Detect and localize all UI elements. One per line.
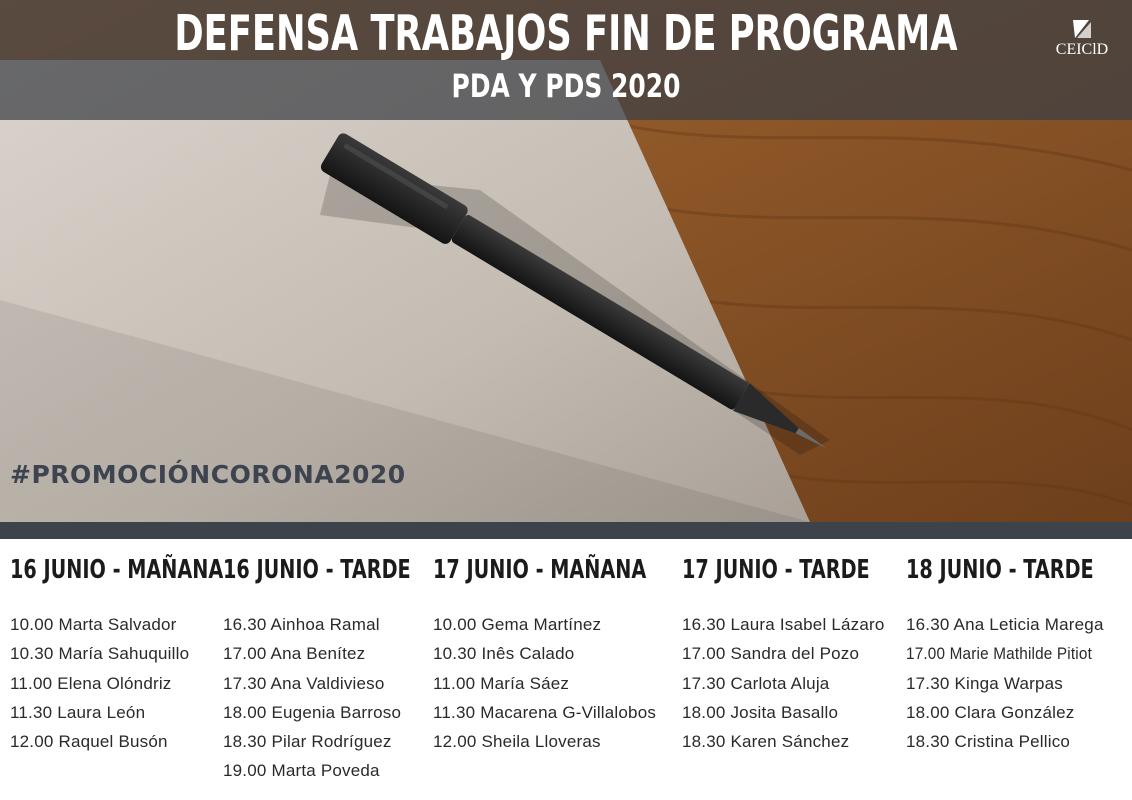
section-divider — [0, 522, 1132, 539]
schedule-entry: 18.30 Pilar Rodríguez — [223, 732, 392, 752]
schedule-entry: 17.00 Ana Benítez — [223, 644, 366, 664]
schedule-entry: 12.00 Raquel Busón — [10, 732, 168, 752]
schedule-entry: 11.00 María Sáez — [433, 673, 570, 693]
schedule-entry: 17.30 Kinga Warpas — [906, 673, 1064, 693]
schedule-entry: 17.00 Marie Mathilde Pitiot — [906, 644, 1093, 664]
ceicid-logo — [1046, 18, 1118, 66]
logo-mark-icon — [1071, 18, 1093, 40]
column-heading: 17 JUNIO - MAÑANA — [433, 555, 647, 585]
column-heading: 16 JUNIO - TARDE — [223, 555, 411, 585]
schedule-entry: 17.30 Ana Valdivieso — [223, 673, 385, 693]
schedule-entry: 17.30 Carlota Aluja — [682, 673, 830, 693]
schedule-entry: 18.00 Josita Basallo — [682, 702, 839, 722]
schedule-entry: 18.30 Cristina Pellico — [906, 732, 1071, 752]
schedule-entry: 10.30 Inês Calado — [433, 644, 575, 664]
schedule-entry: 16.30 Laura Isabel Lázaro — [682, 615, 885, 634]
logo-text: CEIClD — [1055, 41, 1109, 58]
schedule-entry: 16.30 Ainhoa Ramal — [223, 615, 380, 634]
schedule-entry: 17.00 Sandra del Pozo — [682, 644, 860, 664]
schedule-entry: 19.00 Marta Poveda — [223, 761, 380, 781]
hashtag: #PROMOCIÓNCORONA2020 — [10, 460, 406, 489]
schedule-entry: 10.00 Marta Salvador — [10, 615, 177, 634]
schedule-entry: 12.00 Sheila Lloveras — [433, 732, 601, 752]
schedule-entry: 11.30 Macarena G-Villalobos — [433, 702, 657, 722]
schedule-column-17-tarde — [682, 553, 936, 756]
schedule-entry: 11.30 Laura León — [10, 702, 146, 722]
page-title: DEFENSA TRABAJOS FIN DE PROGRAMA — [174, 5, 958, 62]
schedule-entry: 11.00 Elena Olóndriz — [10, 673, 172, 693]
column-heading: 16 JUNIO - MAÑANA — [10, 555, 224, 585]
schedule-column-17-manana — [433, 553, 721, 756]
schedule-entry: 16.30 Ana Leticia Marega — [906, 615, 1104, 634]
page-subtitle: PDA Y PDS 2020 — [451, 67, 681, 105]
schedule-entry: 18.30 Karen Sánchez — [682, 732, 850, 752]
column-heading: 18 JUNIO - TARDE — [906, 555, 1094, 585]
schedule-entry: 10.30 María Sahuquillo — [10, 644, 190, 664]
column-heading: 17 JUNIO - TARDE — [682, 555, 870, 585]
schedule-entry: 18.00 Eugenia Barroso — [223, 702, 402, 722]
schedule-entry: 10.00 Gema Martínez — [433, 615, 602, 634]
schedule-entry: 18.00 Clara González — [906, 702, 1075, 722]
schedule-column-18-tarde — [906, 553, 1132, 756]
